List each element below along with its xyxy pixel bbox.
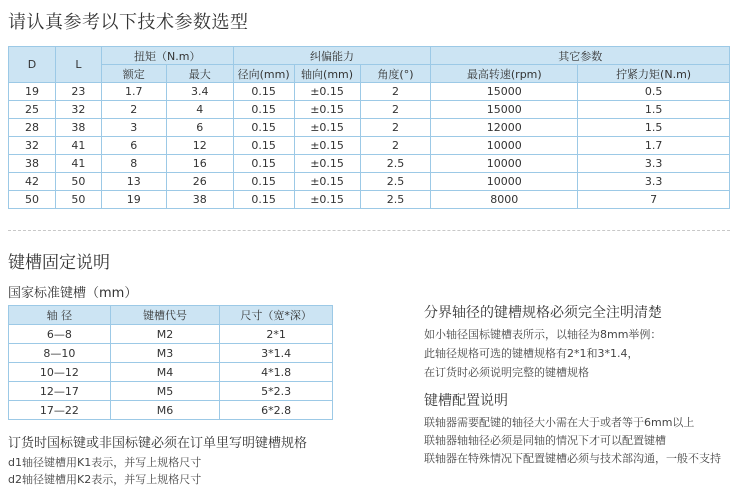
cell-d: 25 bbox=[9, 101, 56, 119]
cell-angle: 2.5 bbox=[360, 155, 431, 173]
cell-tighten-torque: 1.7 bbox=[578, 137, 730, 155]
cell-radial: 0.15 bbox=[233, 137, 294, 155]
cell-rated-torque: 13 bbox=[101, 173, 166, 191]
spec-row bbox=[9, 83, 730, 101]
page-title: 请认真参考以下技术参数选型 bbox=[8, 12, 249, 33]
cell-d: 42 bbox=[9, 173, 56, 191]
keyway-header-code: 键槽代号 bbox=[110, 306, 220, 325]
cell-angle: 2 bbox=[360, 83, 431, 101]
cell-angle: 2 bbox=[360, 119, 431, 137]
cell-max-speed: 15000 bbox=[431, 83, 578, 101]
config-line-2: 联轴器轴轴径必须是同轴的情况下才可以配置键槽 bbox=[424, 434, 666, 447]
cell-shaft-range: 12—17 bbox=[9, 382, 111, 401]
cell-radial: 0.15 bbox=[233, 119, 294, 137]
cell-max-torque: 16 bbox=[166, 155, 233, 173]
cell-keyway-code: M2 bbox=[110, 325, 220, 344]
cell-max-speed: 15000 bbox=[431, 101, 578, 119]
cell-l: 50 bbox=[55, 173, 101, 191]
header-torque: 扭矩（N.m） bbox=[101, 47, 233, 65]
header-l: L bbox=[55, 47, 101, 83]
d2-note: d2轴径键槽用K2表示，并写上规格尺寸 bbox=[8, 473, 202, 486]
cell-rated-torque: 3 bbox=[101, 119, 166, 137]
cell-l: 32 bbox=[55, 101, 101, 119]
d1-note: d1轴径键槽用K1表示，并写上规格尺寸 bbox=[8, 456, 202, 469]
cell-shaft-range: 6—8 bbox=[9, 325, 111, 344]
header-angle: 角度(°) bbox=[360, 65, 431, 83]
cell-shaft-range: 10—12 bbox=[9, 363, 111, 382]
keyway-table bbox=[8, 305, 333, 420]
config-line-3: 联轴器在特殊情况下配置键槽必须与技术部沟通，一般不支持 bbox=[424, 452, 721, 465]
cell-rated-torque: 2 bbox=[101, 101, 166, 119]
boundary-line-3: 在订货时必须说明完整的键槽规格 bbox=[424, 366, 589, 379]
keyway-header-size: 尺寸（宽*深） bbox=[220, 306, 333, 325]
spec-row bbox=[9, 119, 730, 137]
header-tighten: 拧紧力矩(N.m) bbox=[578, 65, 730, 83]
boundary-line-2: 此轴径规格可选的键槽规格有2*1和3*1.4， bbox=[424, 347, 639, 360]
cell-rated-torque: 19 bbox=[101, 191, 166, 209]
cell-keyway-code: M4 bbox=[110, 363, 220, 382]
cell-l: 41 bbox=[55, 137, 101, 155]
cell-max-torque: 3.4 bbox=[166, 83, 233, 101]
cell-max-torque: 12 bbox=[166, 137, 233, 155]
cell-d: 32 bbox=[9, 137, 56, 155]
cell-max-speed: 8000 bbox=[431, 191, 578, 209]
cell-keyway-code: M6 bbox=[110, 401, 220, 420]
header-misalign: 纠偏能力 bbox=[233, 47, 431, 65]
spec-row bbox=[9, 101, 730, 119]
cell-keyway-size: 4*1.8 bbox=[220, 363, 333, 382]
cell-radial: 0.15 bbox=[233, 155, 294, 173]
section-divider bbox=[8, 230, 730, 231]
cell-l: 38 bbox=[55, 119, 101, 137]
header-d: D bbox=[9, 47, 56, 83]
spec-row bbox=[9, 155, 730, 173]
cell-keyway-size: 2*1 bbox=[220, 325, 333, 344]
keyway-row bbox=[9, 325, 333, 344]
cell-rated-torque: 6 bbox=[101, 137, 166, 155]
cell-keyway-code: M3 bbox=[110, 344, 220, 363]
cell-rated-torque: 8 bbox=[101, 155, 166, 173]
cell-tighten-torque: 7 bbox=[578, 191, 730, 209]
spec-table bbox=[8, 46, 730, 209]
cell-max-speed: 10000 bbox=[431, 155, 578, 173]
header-radial: 径向(mm) bbox=[233, 65, 294, 83]
cell-max-torque: 4 bbox=[166, 101, 233, 119]
config-title: 键槽配置说明 bbox=[424, 393, 508, 409]
cell-max-torque: 26 bbox=[166, 173, 233, 191]
keyway-row bbox=[9, 363, 333, 382]
cell-l: 23 bbox=[55, 83, 101, 101]
cell-angle: 2.5 bbox=[360, 173, 431, 191]
cell-d: 28 bbox=[9, 119, 56, 137]
cell-max-torque: 38 bbox=[166, 191, 233, 209]
cell-l: 50 bbox=[55, 191, 101, 209]
keyway-standard-title: 国家标准键槽（mm） bbox=[8, 286, 138, 301]
cell-max-speed: 10000 bbox=[431, 137, 578, 155]
cell-radial: 0.15 bbox=[233, 83, 294, 101]
cell-axial: ±0.15 bbox=[294, 155, 360, 173]
order-note: 订货时国标键或非国标键必须在订单里写明键槽规格 bbox=[8, 436, 308, 451]
cell-tighten-torque: 1.5 bbox=[578, 101, 730, 119]
spec-row bbox=[9, 191, 730, 209]
config-line-1: 联轴器需要配键的轴径大小需在大于或者等于6mm以上 bbox=[424, 416, 695, 429]
boundary-title: 分界轴径的键槽规格必须完全注明清楚 bbox=[424, 305, 662, 321]
spec-row bbox=[9, 173, 730, 191]
cell-max-torque: 6 bbox=[166, 119, 233, 137]
boundary-line-1: 如小轴径国标键槽表所示，以轴径为8mm举例： bbox=[424, 328, 662, 341]
cell-keyway-code: M5 bbox=[110, 382, 220, 401]
cell-angle: 2 bbox=[360, 137, 431, 155]
cell-axial: ±0.15 bbox=[294, 119, 360, 137]
cell-tighten-torque: 0.5 bbox=[578, 83, 730, 101]
cell-axial: ±0.15 bbox=[294, 173, 360, 191]
header-other: 其它参数 bbox=[431, 47, 730, 65]
header-speed: 最高转速(rpm) bbox=[431, 65, 578, 83]
cell-shaft-range: 17—22 bbox=[9, 401, 111, 420]
cell-radial: 0.15 bbox=[233, 191, 294, 209]
cell-keyway-size: 6*2.8 bbox=[220, 401, 333, 420]
cell-l: 41 bbox=[55, 155, 101, 173]
cell-d: 50 bbox=[9, 191, 56, 209]
cell-axial: ±0.15 bbox=[294, 137, 360, 155]
cell-max-speed: 10000 bbox=[431, 173, 578, 191]
cell-axial: ±0.15 bbox=[294, 101, 360, 119]
spec-row bbox=[9, 137, 730, 155]
cell-angle: 2 bbox=[360, 101, 431, 119]
cell-tighten-torque: 1.5 bbox=[578, 119, 730, 137]
cell-axial: ±0.15 bbox=[294, 83, 360, 101]
keyway-header-shaft: 轴 径 bbox=[9, 306, 111, 325]
keyway-row bbox=[9, 344, 333, 363]
keyway-row bbox=[9, 401, 333, 420]
cell-axial: ±0.15 bbox=[294, 191, 360, 209]
cell-rated-torque: 1.7 bbox=[101, 83, 166, 101]
keyway-row bbox=[9, 382, 333, 401]
cell-radial: 0.15 bbox=[233, 101, 294, 119]
cell-radial: 0.15 bbox=[233, 173, 294, 191]
cell-max-speed: 12000 bbox=[431, 119, 578, 137]
keyway-title: 键槽固定说明 bbox=[8, 253, 110, 273]
cell-d: 19 bbox=[9, 83, 56, 101]
header-axial: 轴向(mm) bbox=[294, 65, 360, 83]
cell-tighten-torque: 3.3 bbox=[578, 173, 730, 191]
cell-shaft-range: 8—10 bbox=[9, 344, 111, 363]
cell-angle: 2.5 bbox=[360, 191, 431, 209]
cell-d: 38 bbox=[9, 155, 56, 173]
header-rated: 额定 bbox=[101, 65, 166, 83]
cell-keyway-size: 5*2.3 bbox=[220, 382, 333, 401]
cell-keyway-size: 3*1.4 bbox=[220, 344, 333, 363]
header-max: 最大 bbox=[166, 65, 233, 83]
cell-tighten-torque: 3.3 bbox=[578, 155, 730, 173]
